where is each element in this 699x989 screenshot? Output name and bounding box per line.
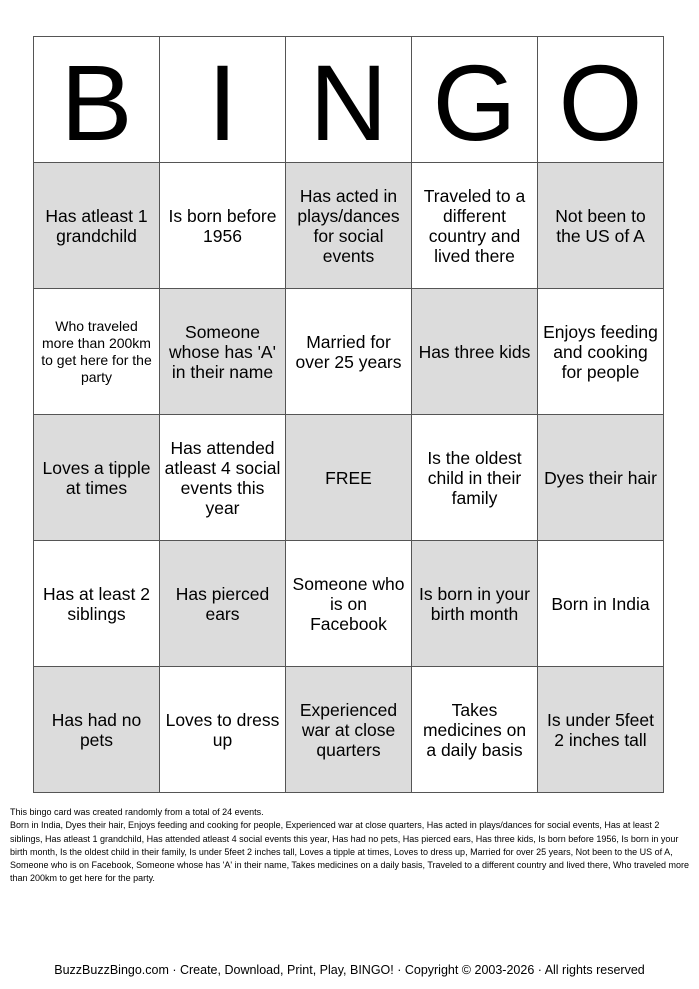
bingo-row [34, 541, 664, 667]
bingo-card [33, 36, 664, 793]
bingo-cell[interactable]: Who traveled more than 200km to get here for the party [34, 289, 160, 415]
footer-copyright: BuzzBuzzBingo.com · Create, Download, Print, Play, BINGO! · Copyright © 2003-2026 · All rights reserved [54, 963, 645, 977]
bingo-cell[interactable]: Has had no pets [34, 667, 160, 793]
bingo-cell[interactable]: Loves a tipple at times [34, 415, 160, 541]
bingo-cell[interactable]: Is under 5feet 2 inches tall [538, 667, 664, 793]
bingo-cell[interactable]: Has pierced ears [160, 541, 286, 667]
header-letter-i: I [160, 37, 286, 163]
header-letter-n: N [286, 37, 412, 163]
free-space[interactable]: FREE [286, 415, 412, 541]
header-letter-o: O [538, 37, 664, 163]
bingo-header-row [34, 37, 664, 163]
header-letter-b: B [34, 37, 160, 163]
bingo-cell[interactable]: Is the oldest child in their family [412, 415, 538, 541]
bingo-row [34, 289, 664, 415]
bingo-cell[interactable]: Traveled to a different country and lived there [412, 163, 538, 289]
bingo-cell[interactable]: Has attended atleast 4 social events this year [160, 415, 286, 541]
bingo-cell[interactable]: Has at least 2 siblings [34, 541, 160, 667]
bingo-cell[interactable]: Loves to dress up [160, 667, 286, 793]
bingo-cell[interactable]: Married for over 25 years [286, 289, 412, 415]
bingo-row [34, 163, 664, 289]
card-notes [10, 806, 689, 886]
bingo-cell[interactable]: Experienced war at close quarters [286, 667, 412, 793]
bingo-cell[interactable]: Has acted in plays/dances for social events [286, 163, 412, 289]
bingo-cell[interactable]: Dyes their hair [538, 415, 664, 541]
notes-summary: This bingo card was created randomly from a total of 24 events. [10, 807, 264, 817]
bingo-row [34, 667, 664, 793]
bingo-cell[interactable]: Not been to the US of A [538, 163, 664, 289]
bingo-cell[interactable]: Enjoys feeding and cooking for people [538, 289, 664, 415]
notes-event-list: Born in India, Dyes their hair, Enjoys feeding and cooking for people, Experienced war at close quarters, Has acted in plays/dances for social events, Has at least 2 siblings, Has atleast 1 grandchild, Has attended atleast 4 social events this year, Has had no pets, Has pierced ears, Has three kids, Is born before 1956, Is born in your birth month, Is the oldest child in their family, Is under 5feet 2 inches tall, Loves a tipple at times, Loves to dress up, Married for over 25 years, Not been to the US of A, Someone who is on Facebook, Someone whose has 'A' in their name, Takes medicines on a daily basis, Traveled to a different country and lived there, Who traveled more than 200km to get here for the party. [10, 820, 689, 884]
bingo-cell[interactable]: Someone whose has 'A' in their name [160, 289, 286, 415]
bingo-cell[interactable]: Takes medicines on a daily basis [412, 667, 538, 793]
bingo-cell[interactable]: Is born in your birth month [412, 541, 538, 667]
header-letter-g: G [412, 37, 538, 163]
bingo-cell[interactable]: Someone who is on Facebook [286, 541, 412, 667]
bingo-cell[interactable]: Has three kids [412, 289, 538, 415]
bingo-row [34, 415, 664, 541]
bingo-cell[interactable]: Born in India [538, 541, 664, 667]
bingo-cell[interactable]: Is born before 1956 [160, 163, 286, 289]
bingo-cell[interactable]: Has atleast 1 grandchild [34, 163, 160, 289]
